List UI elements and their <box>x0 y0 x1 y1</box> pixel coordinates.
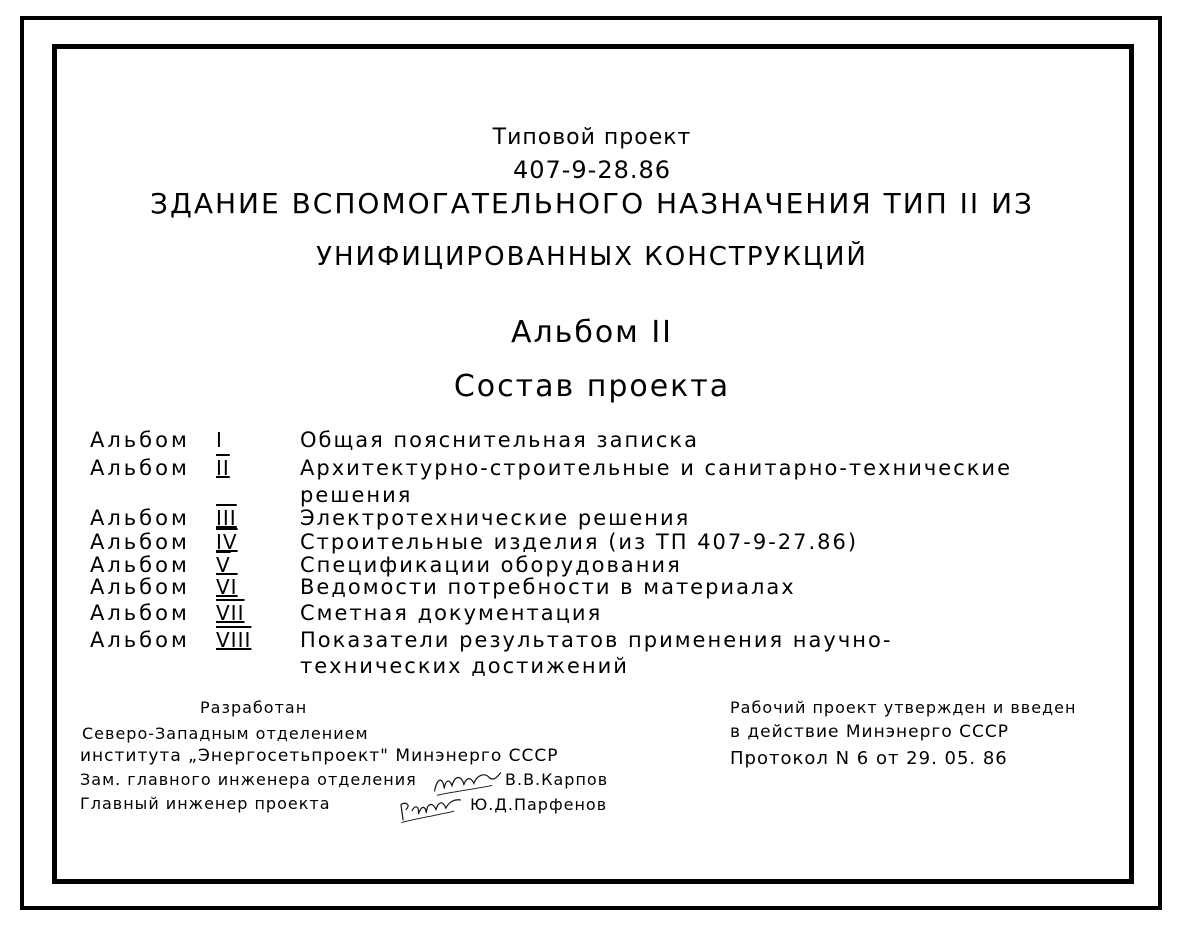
album-description-cont: технических достижений <box>300 654 629 678</box>
building-title-line2: УНИФИЦИРОВАННЫХ КОНСТРУКЦИЙ <box>316 242 868 272</box>
album-number: VI <box>216 575 238 599</box>
album-number: I <box>216 428 223 452</box>
album-label: Альбом <box>90 575 190 599</box>
album-description: Ведомости потребности в материалах <box>300 575 796 599</box>
developer-heading: Разработан <box>200 698 308 717</box>
album-description: Сметная документация <box>300 601 603 625</box>
deputy-chief-role: Зам. главного инженера отделения <box>80 770 417 789</box>
album-number: IV <box>216 530 238 554</box>
approval-protocol: Протокол N 6 от 29. 05. 86 <box>730 748 1008 769</box>
album-number: VIII <box>216 628 252 652</box>
chief-engineer-name: Ю.Д.Парфенов <box>470 795 608 814</box>
album-description: Архитектурно-строительные и санитарно-технические <box>300 456 1013 480</box>
album-number: VII <box>216 601 245 625</box>
album-description: Показатели результатов применения научно- <box>300 628 893 652</box>
album-number: V <box>216 553 231 577</box>
album-label: Альбом <box>90 428 190 452</box>
album-title: Альбом II <box>510 315 674 350</box>
album-description: Электротехнические решения <box>300 506 691 530</box>
album-label: Альбом <box>90 506 190 530</box>
composition-title: Состав проекта <box>453 369 731 404</box>
approval-line1: Рабочий проект утвержден и введен <box>730 698 1077 717</box>
album-description: Общая пояснительная записка <box>300 428 699 452</box>
project-number: 407-9-28.86 <box>512 156 672 184</box>
project-type: Типовой проект <box>492 125 692 150</box>
album-label: Альбом <box>90 628 190 652</box>
building-title-line1: ЗДАНИЕ ВСПОМОГАТЕЛЬНОГО НАЗНАЧЕНИЯ ТИП II ИЗ <box>150 187 1034 220</box>
approval-line2: в действие Минэнерго СССР <box>730 722 1009 742</box>
album-description-cont: решения <box>300 483 413 507</box>
album-number: II <box>216 456 230 480</box>
album-label: Альбом <box>90 456 190 480</box>
album-description: Спецификации оборудования <box>300 553 682 577</box>
album-label: Альбом <box>90 530 190 554</box>
album-label: Альбом <box>90 601 190 625</box>
deputy-chief-name: В.В.Карпов <box>505 770 609 789</box>
developer-line1: Северо-Западным отделением <box>82 724 369 743</box>
album-description: Строительные изделия (из ТП 407-9-27.86) <box>300 530 859 554</box>
album-number: III <box>216 506 237 530</box>
album-label: Альбом <box>90 553 190 577</box>
chief-engineer-role: Главный инженер проекта <box>80 794 331 813</box>
developer-line2: института „Энергосетьпроект" Минэнерго СССР <box>80 746 559 766</box>
